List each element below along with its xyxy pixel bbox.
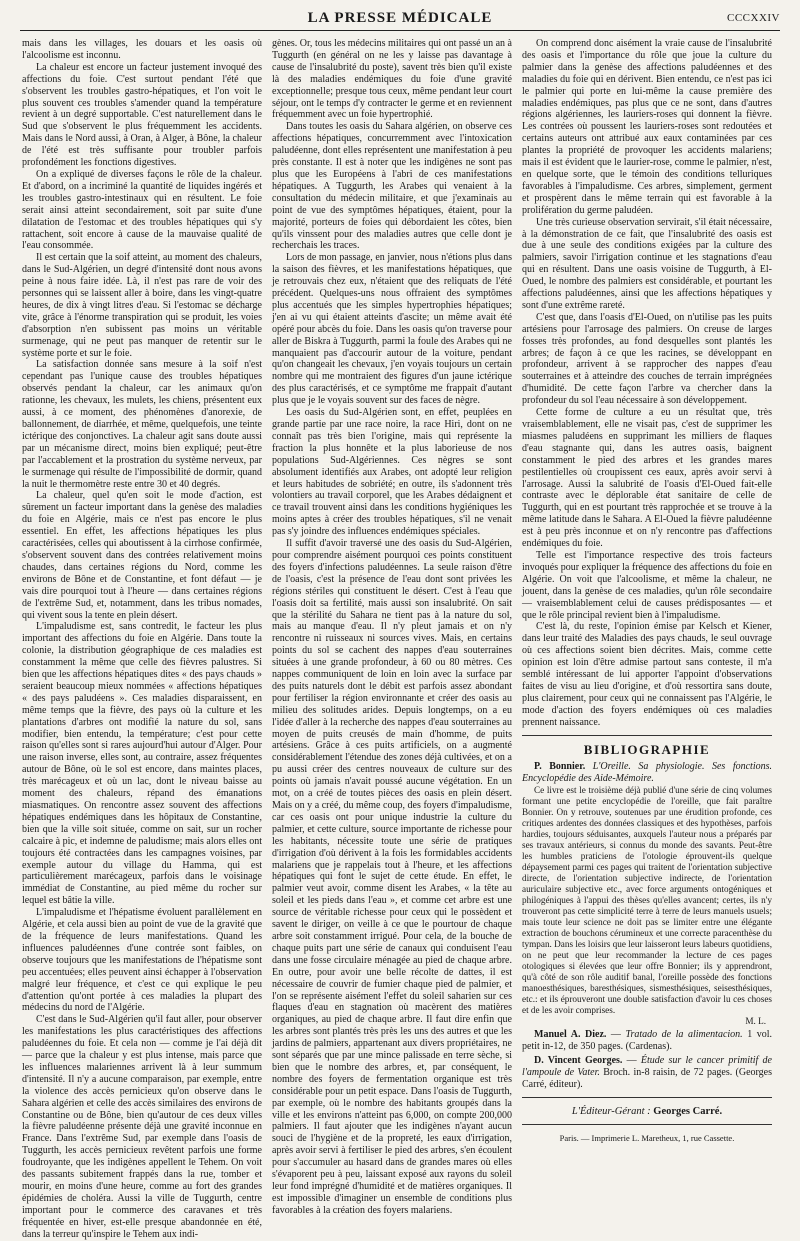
paragraph: La chaleur, quel qu'en soit le mode d'action, est sûrement un facteur important dans la genèse des maladies du foie en Algérie, mais ce n'est pas encore le plus essentiel. En effet, les affections hépatiques les plus caractérisées, celles qui aboutissent à la cirrhose confirmée, s'observent souvent dans des contrées relativement moins chaudes, dans certaines régions du Nord, comme les environs de Bône et de Constantine, et font défaut — je vais dire pourquoi tout à l'heure — dans certaines régions de l'extrême Sud, et, notamment, dans les tribus nomades, qui vivent sous la tente en plein désert. bbox=[22, 490, 262, 621]
journal-title: LA PRESSE MÉDICALE bbox=[307, 10, 493, 26]
review-signature: M. L. bbox=[745, 1016, 766, 1027]
entry-author: D. Vincent Georges. bbox=[534, 1055, 623, 1067]
paragraph: Il est certain que la soif atteint, au moment des chaleurs, dans le Sud-Algérien, un degré d'intensité dont nous avons peine à nous faire idée. Là, il n'est pas rare de voir des personnes qui se laissent aller à boire, dans les vingt-quatre heures, de dix à vingt litres d'eau. Si l'estomac se décharge vite, grâce à l'énorme transpiration qui se produit, les voies d'absorption n'en subissent pas moins un véritable surmenage, qui ne peut pas manquer de retentir sur le système porte et sur le foie. bbox=[22, 252, 262, 359]
entry-review: Ce livre est le troisième déjà publié d'une série de cinq volumes formant une petite encyclopédie de l'oreille, que fait paraître Bonnier. On y retrouve, soutenues par une érudition profonde, ces critiques ardentes des données classiques et des hypothèses, parfois hardies, toujours séduisantes, auxquels l'auteur nous a préparés par ses travaux antérieurs, si connus du monde des savants. Peut-être les humbles praticiens de l'otologie éprouvent-ils quelque dépaysement parmi ces pages qui traitent de l'orientation subjective directe, de l'orientation subjective indirecte, de l'orientation auriculaire subjective etc., avec force arguments ontogéniques et philogéniques à l'appui des thèses qu'elles avancent; certes, ils n'y trouveront pas cette simplicité terre à terre de leurs manuels usuels; mais toute leur science ne doit pas se limiter entre une élégante extraction de bouchons cérumineux et une correcte paracenthèse du tympan. Dans les loisirs que leur laisseront leurs labeurs quotidiens, on ne peut que leur recommander la lecture de ces pages otologiques si élevées que leur offre Bonnier; ils y apprendront, qu'à côté de son rôle auditif banal, l'oreille possède des fonctions manoesthésiques, baresthésiques, sismesthésiques, seisesthésiques, etc.: et ils éprouveront une double satisfaction d'avoir lu ces choses et de les avoir comprises. bbox=[522, 785, 772, 1016]
printer-line: Paris. — Imprimerie L. Maretheux, 1, rue Cassette. bbox=[559, 1132, 735, 1143]
bibliography-entry: Manuel A. Diez. — Tratado de la alimentacion. 1 vol. petit in-12, de 350 pages. (Cardenas). bbox=[522, 1029, 772, 1053]
paragraph: C'est là, du reste, l'opinion émise par Kelsch et Kiener, dans leur traité des Maladies des pays chauds, le seul ouvrage où ces affections soient bien décrites. Mais, comme cette opinion est loin d'être admise partout sans conteste, il m'a semblé intéressant de lui apporter l'appoint d'observations faites de visu au lieu d'origine, et d'où ressortira sans doute, plus clairement, pour ceux qui ne connaissent pas l'Algérie, le mode d'action des foyers endémiques où ces maladies prennent naissance. bbox=[522, 621, 772, 728]
paragraph: Une très curieuse observation servirait, s'il était nécessaire, à la démonstration de ce fait, que l'insalubrité des oasis est due à une seule des conditions exigées par la culture des palmiers, savoir l'irrigation continue et les stagnations d'eau qui en résultent. Dans une oasis voisine de Tuggurth, à El-Oued, le nombre des palmiers est considérable, et pourtant les affections paludéennes, ainsi que les affections hépatiques y sont d'une extrême rareté. bbox=[522, 216, 772, 311]
paragraph: mais dans les villages, les douars et les oasis où l'alcoolisme est inconnu. bbox=[22, 38, 262, 61]
bibliography-heading: BIBLIOGRAPHIE bbox=[583, 741, 711, 757]
entry-author: P. Bonnier. bbox=[534, 761, 586, 773]
paragraph: La satisfaction donnée sans mesure à la soif n'est cependant pas l'unique cause des troubles hépatiques observés pendant la chaleur, car les animaux qu'on rationne, les chevaux, les mulets, les chiens, présentent eux aussi, à ce moment, des phénomènes d'anorexie, de ballonnement, de diarrhée, et même, quelquefois, une teinte ictérique des conjonctives. La chaleur agit sans doute aussi par un mécanisme direct, moins bien expliqué; peut-être par l'accablement et la prostration du système nerveux, par le surmenage qui résulte de l'impossibilité de dormir, quand la nuit le thermomètre reste entre 30 et 40 degrés. bbox=[22, 359, 262, 490]
column-1 bbox=[22, 38, 262, 1240]
paragraph: L'impaludisme et l'hépatisme évoluent parallèlement en Algérie, et cela aussi bien au point de vue de la gravité que de la fréquence de leurs manifestations. Quand les influences paludéennes d'une contrée sont faibles, on observe toujours que les manifestations de l'hépatisme sont peu accentuées; elles peuvent ainsi échapper à l'observation malgré leur fréquence, et c'est ce qui explique le peu d'attention qu'ont portée à ces maladies la plupart des médecins du nord de l'Algérie. bbox=[22, 907, 262, 1014]
entry-title: Étude sur le cancer primitif de l'ampoule de Vater. bbox=[522, 1055, 772, 1078]
publisher-name: Georges Carré. bbox=[653, 1105, 723, 1117]
bibliography-section bbox=[522, 741, 772, 1145]
paragraph: L'impaludisme est, sans contredit, le facteur les plus important des affections du foie en Algérie. Dans toute la colonie, la distribution géographique de ces maladies est constamment la même que celle des fièvres palustres. Si bien que les affections hépatiques dites « des pays chauds » seraient beaucoup mieux nommées « affections hépatiques « des pays paludéens ». Ces maladies disparaissent, en même temps que la fièvre, des pays où la culture et les plantations d'arbres ont modifié la nature du sol, sans modifier, bien entendu, la température; c'est pour cette raison qu'elles sont si rares aujourd'hui autour d'Alger. Pour une raison inverse, elles sont, au contraire, assez fréquentes autour de Bône, où le sol est encore, dans maintes places, très marécageux et où un lac, dont le niveau baisse au moment des chaleurs, répand des émanations miasmatiques. On rencontre assez souvent des affections hépatiques endémiques dans les hôpitaux de Constantine, bien que la ville soit située, comme on sait, sur un rocher calcaire à pic, et indemne de paludisme; mais alors elles ont toujours été contractées dans les campagnes voisines, par exemple autour du village du Hamma, qui est particulièrement marécageux, parfois dans le voisinage immédiat de Constantine, au pied même du rocher sur lequel est bâtie la ville. bbox=[22, 621, 262, 907]
publisher-label: L'Éditeur-Gérant : bbox=[571, 1105, 651, 1117]
section-divider bbox=[522, 1097, 772, 1098]
publisher-line bbox=[522, 1106, 772, 1118]
entry-title: Tratado de la alimentacion. bbox=[625, 1029, 743, 1041]
paragraph: La chaleur est encore un facteur justement invoqué des affections du foie. C'est surtout pendant l'été que s'observent les troubles gastro-hépatiques, et l'on voit le plus souvent ces troubles s'amender quand la température revient à un degré supportable. C'est naturellement dans le Sud que s'observent le plus fréquemment les accidents. Mais dans le Nord aussi, à Oran, à Alger, à Bône, la chaleur de l'été est très suffisante pour troubler parfois profondément les fonctions digestives. bbox=[22, 61, 262, 169]
column-2 bbox=[272, 38, 512, 1216]
paragraph: On comprend donc aisément la vraie cause de l'insalubrité des oasis et l'importance du rôle que joue la culture du palmier dans la genèse des affections paludéennes et des maladies du foie qui en dérivent. Bien entendu, ce n'est pas ici le palmier qui porte en lui-même la cause première des maladies endémiques, pas plus que ce ne sont, dans d'autres régions algériennes, les lauriers-roses qui donnent la fièvre. Les contrées où poussent les lauriers-roses sont redoutées et certains auteurs ont attribué aux eaux contaminées par ces plantes la propriété de provoquer les accidents malariens; mais il est évident que le laurier-rose, comme le palmier, n'est, en quelque sorte, que le témoin des conditions telluriques favorables à l'impaludisme. Ces arbres, simplement, germent et prospèrent dans le même terrain qui est favorable à la prolifération du germe paludéen. bbox=[522, 38, 772, 216]
section-divider bbox=[522, 1124, 772, 1125]
entry-author: Manuel A. Diez. bbox=[534, 1029, 607, 1041]
paragraph: Cette forme de culture a eu un résultat que, très vraisemblablement, elle ne visait pas, c'est de supprimer les miasmes paludéens en supprimant les milliers de flaques d'eau stagnante qui, dans les autres oasis, baignent constamment le pied des arbres et les grandes mares pestilentielles où croupissent ces eaux, après avoir servi à l'arrosage. Aussi la salubrité de l'oasis d'El-Oued fait-elle contraste avec le déplorable état sanitaire de celle de Tuggurth, qui en est pourtant très rapprochée et se trouve à la même latitude dans le Sahara. A El-Oued la fièvre paludéenne est à peu près inconnue et on n'y rencontre pas d'affections endémiques du foie. bbox=[522, 407, 772, 550]
paragraph: Les oasis du Sud-Algérien sont, en effet, peuplées en grande partie par une race noire, la race Hiri, dont on ne connaît pas très bien l'origine, mais qui représente la fraction la plus honnête et la plus laborieuse de nos populations Sud-Algériennes. Ces nègres se sont absolument identifiés aux Arabes, ont adopté leur religion et leurs habitudes de sobriété; en outre, ils s'adonnent très volontiers au travail corporel, que les Arabes dédaignent et ce travail trouvent ainsi dans les conditions hygiéniques les moins aptes à créer des troubles hépatiques, s'il ne venait pas s'y joindre des influences endémiques spéciales. bbox=[272, 407, 512, 538]
paragraph: C'est que, dans l'oasis d'El-Oued, on n'utilise pas les puits artésiens pour l'arrosage des palmiers. On creuse de larges fosses très profondes, au fond desquelles sont plantés les arbres; de façon à ce que les racines, se développant en profondeur, arrivent à se rapprocher des nappes d'eau souterraines et à atteindre des couches de terrain imprégnées d'humidité. De cette façon l'arbre va chercher dans la profondeur du sol l'eau nécessaire à son développement. bbox=[522, 311, 772, 407]
bibliography-entry bbox=[522, 761, 772, 785]
page-number: CCCXXIV bbox=[726, 12, 780, 24]
paragraph: Dans toutes les oasis du Sahara algérien, on observe ces affections hépatiques, concurremment avec l'intoxication paludéenne, dont elles représentent une manifestation à peu près constante. Il est à noter que les indigènes ne sont pas plus que les Européens à l'abri de ces manifestations hépatiques. A Tuggurth, les Arabes qui venaient à la consultation du médecin militaire, et que j'examinais au point de vue des symptômes hépatiques, étaient, pour la majorité, porteurs de foies qui débordaient les côtes, bien qu'ils vinssent pour des maladies autres que celle dont je recherchais les traces. bbox=[272, 121, 512, 252]
entry-details: 1 vol. petit in-12, de 350 pages. (Cardenas). bbox=[522, 1029, 772, 1053]
paragraph: gènes. Or, tous les médecins militaires qui ont passé un an à Tuggurth (en général on ne les y laisse pas davantage à cause de l'insalubrité du poste), savent très bien qu'il existe là des maladies endémiques du foie d'une gravité exceptionnelle; presque tous ceux, même pendant leur court séjour, ont le temps d'y contracter le germe et en reviennent fréquemment avec un foie hypertrophié. bbox=[272, 38, 512, 121]
paragraph: Lors de mon passage, en janvier, nous n'étions plus dans la saison des fièvres, et les manifestations hépatiques, que je retrouvais chez eux, n'étaient que des reliquats de l'été précédent. Quelques-uns nous offraient des symptômes plus accentués que les simples hypertrophies hépatiques; j'en ai vu qui étaient atteints d'ascite; un même avait été opéré pour abcès du foie. Dans les oasis qu'on traverse pour aller de Biskra à Tuggurth, parmi la foule des Arabes qui ne manquaient pas d'accourir autour de la voiture, pendant qu'on changeait les chevaux, j'en voyais toujours un certain nombre qui me montraient des figures d'un jaune ictérique des plus caractérisés, et ce symptôme me frappait d'autant plus que je le voyais souvent sur des faces de nègre. bbox=[272, 252, 512, 407]
paragraph: Telle est l'importance respective des trois facteurs invoqués pour expliquer la fréquence des affections du foie en Algérie. On voit que l'alcoolisme, et même la chaleur, ne jouent, dans la genèse de ces maladies, qu'un rôle secondaire — vraisemblablement celui de causes prédisposantes — et que le rôle principal revient bien à l'impaludisme. bbox=[522, 549, 772, 621]
paragraph: On a expliqué de diverses façons le rôle de la chaleur. Et d'abord, on a incriminé la quantité de liquides ingérés et les troubles gastro-intestinaux qui en résultent. Le foie serait ainsi atteint secondairement, soit par suite d'une dilatation de l'estomac et des troubles hépatiques qui s'y rattachent, soit encore à cause de la mauvaise qualité de l'eau consommée. bbox=[22, 168, 262, 252]
page-header bbox=[20, 8, 780, 31]
entry-details: Broch. in-8 raisin, de 72 pages. (Georges Carré, éditeur). bbox=[522, 1067, 772, 1090]
paragraph: Il suffit d'avoir traversé une des oasis du Sud-Algérien, pour comprendre aisément pourquoi ces points constituent des foyers d'infections paludéennes. La seule raison d'être de l'oasis, c'est la présence de l'eau dont sont privées les régions stériles qui constituent le désert. C'est à l'eau que l'oasis doit sa fertilité, mais aussi son insalubrité. On sait que la stérilité du Sahara ne tient pas à la nature du sol, mais au manque d'eau. Il n'y pleut jamais et on n'y rencontre ni ruisseaux ni sources vives. Mais, en certains points du sol se cachent des nappes d'eau souterraines situées à une grande profondeur, à 60 ou 80 mètres. Ces nappes communiquent de loin en loin avec la surface par des puits naturels dont le débit est parfois assez abondant pour fertiliser la région environnante et créer des oasis au milieu des solitudes arides. Depuis longtemps, on a eu l'idée d'aller à la recherche des nappes d'eau souterraines au moyen de puits creusés de main d'homme, de puits artésiens. Grâce à ces puits artificiels, on a augmenté considérablement l'étendue des zones déjà cultivées, et on a pu aussi créer des centres nouveaux de culture sur des points où jamais n'avait poussé aucune végétation. En un mot, on a créé de toutes pièces des oasis en plein désert. Mais on y a créé, du même coup, des foyers d'impaludisme, car ces oasis ont pour unique industrie la culture du palmier, et cette culture, source importante de richesse pour les habitants, nécessite toute une série de pratiques d'irrigation d'où dérivent à la fois les formidables accidents malariens que je rappelais tout à l'heure, et les affections hépatiques qui font le sujet de cette étude. En effet, le palmier veut avoir, comme disent les Arabes, « la tête au soleil et les pieds dans l'eau », et comme cet arbre est une source de véritable richesse pour ceux qui le possèdent et savent le diriger, on veille à ce que le pourtour de chaque arbre soit constamment irrigué. Pour cela, de la bouche de chaque puits part une série de canaux qui conduisent l'eau dans une fosse circulaire ménagée au pied de chaque arbre. En outre, pour avoir une belle récolte de dattes, il est nécessaire de couvrir de fumier chaque pied de palmier, et l'on se représente aisément l'effet du soleil saharien sur ces flaques d'eau en stagnation où macèrent des matières organiques, au pied de chaque arbre. Il faut dire enfin que les arbres sont plantés très près les uns des autres et que les jardins de palmiers, appartenant aux divers propriétaires, ne sont séparés que par une mince palissade en terre sèche, si bien que le nombre des arbres, et, par conséquent, le nombre des foyers de fermentation organique est très considérable pour un petit espace. Dans l'oasis de Tuggurth, par exemple, où le nombre des habitants groupés dans la ville et les environs n'atteint pas 6,000, on compte 200,000 palmiers. Il faut ajouter que les indigènes n'ayant aucun souci de l'hygiène et de la propreté, les eaux d'irrigation, après avoir servi à fertiliser le pied des arbres, s'en écoulent pour s'accumuler au hasard dans de grandes mares où elles s'évaporent peu à peu, laissant exposé aux rayons du soleil leur fond imprégné d'humidité et de matières organiques. Il est impossible d'imaginer un ensemble de conditions plus favorables à la création des foyers malariens. bbox=[272, 538, 512, 1216]
entry-title: L'Oreille. Sa physiologie. Ses fonctions. Encyclopédie des Aide-Mémoire. bbox=[522, 761, 772, 785]
column-3 bbox=[522, 38, 772, 1143]
paragraph: C'est dans le Sud-Algérien qu'il faut aller, pour observer les manifestations les plus caractéristiques des affections paludéennes du foie. Et cela non — comme je l'ai déjà dit — parce que la chaleur y est plus intense, mais parce que les influences malariennes arrivent là à leur summum d'intensité. Il n'y a aucune comparaison, par exemple, entre la violence des accès pernicieux qu'on observe dans le Sahara algérien et celle des accès similaires des environs de Constantine ou de Bône, bien qu'autour de ces deux villes la fièvre paludéenne présente déjà une gravité inconnue en France. Dans l'extrême Sud, par exemple dans l'oasis de Tuggurth, les accès pernicieux revêtent parfois une forme foudroyante, que les indigènes appellent le Tehem. On voit des passants subitement frappés dans la rue, tomber et mourir, en moins d'une heure, comme au fort des grandes épidémies de choléra. Aussi la ville de Tuggurth, centre important pour le commerce des caravanes et très fréquentée en hiver, est-elle presque abandonnée en été, dans la terreur qu'inspire le Tehem aux indi- bbox=[22, 1014, 262, 1240]
section-divider bbox=[522, 735, 772, 736]
bibliography-entry: D. Vincent Georges. — Étude sur le cancer primitif de l'ampoule de Vater. Broch. in-8 raisin, de 72 pages. (Georges Carré, éditeur). bbox=[522, 1055, 772, 1090]
